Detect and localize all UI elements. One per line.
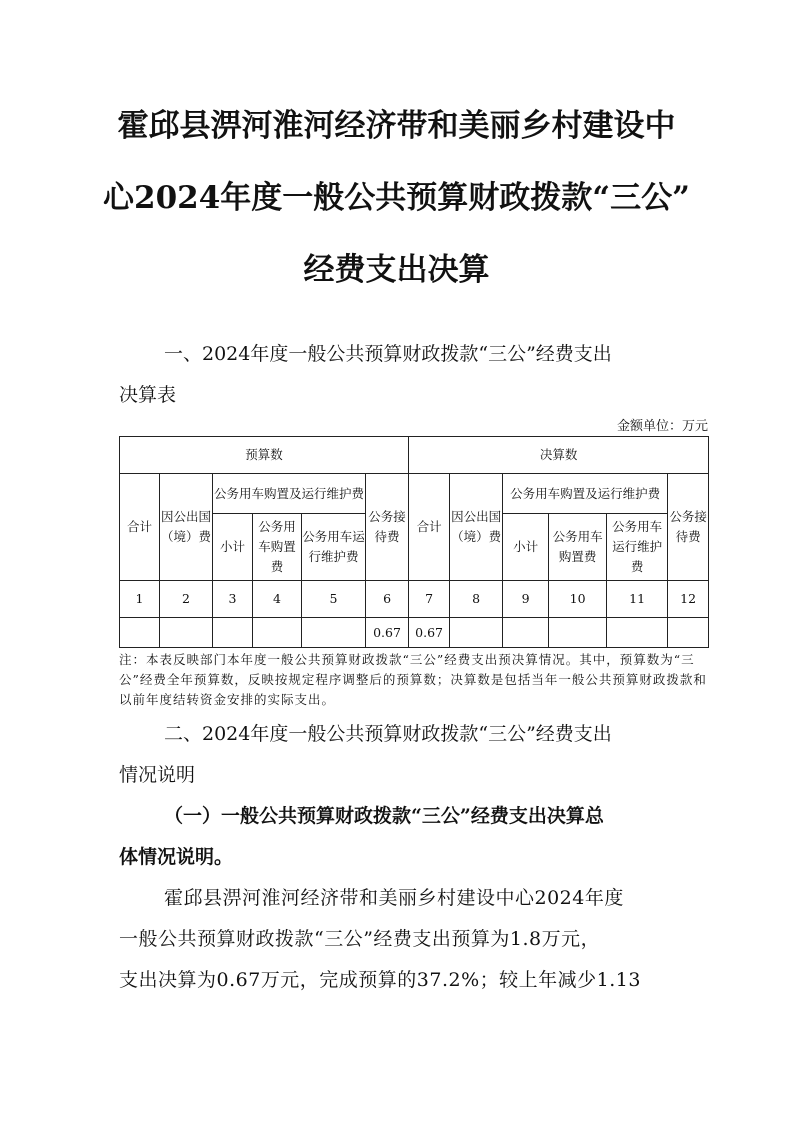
- value-cell: [549, 618, 607, 648]
- value-cell: 0.67: [366, 618, 409, 648]
- col-number: 12: [668, 581, 709, 618]
- doc-title-line2: 心2024年度一般公共预算财政拨款“三公”: [103, 180, 690, 216]
- section2-heading-cont: 情况说明: [119, 764, 196, 786]
- value-cell: [213, 618, 253, 648]
- col-number: 3: [213, 581, 253, 618]
- value-cell: [450, 618, 503, 648]
- header-subtotal: 小计: [213, 514, 253, 581]
- doc-title-line3: 经费支出决算: [303, 252, 490, 288]
- body-line2: 一般公共预算财政拨款“三公”经费支出预算为1.8万元，: [119, 928, 601, 950]
- subsection1-heading: （一）一般公共预算财政拨款“三公”经费支出决算总: [164, 805, 604, 827]
- body-line1: 霍邱县淠河淮河经济带和美丽乡村建设中心2024年度: [164, 887, 624, 909]
- col-number: 11: [607, 581, 668, 618]
- header-car-run: 公务用车运行维护费: [607, 514, 668, 581]
- header-reception: 公务接待费: [668, 474, 709, 581]
- value-cell: [160, 618, 213, 648]
- header-total: 合计: [120, 474, 160, 581]
- header-reception: 公务接待费: [366, 474, 409, 581]
- value-cell: [607, 618, 668, 648]
- doc-title-line1: 霍邱县淠河淮河经济带和美丽乡村建设中: [117, 108, 676, 144]
- section1-heading: 一、2024年度一般公共预算财政拨款“三公”经费支出: [164, 343, 612, 365]
- col-number: 7: [409, 581, 450, 618]
- header-budget: 预算数: [120, 437, 409, 474]
- col-number: 9: [503, 581, 549, 618]
- col-number: 10: [549, 581, 607, 618]
- header-car: 公务用车购置及运行维护费: [503, 474, 668, 514]
- header-subtotal: 小计: [503, 514, 549, 581]
- col-number: 2: [160, 581, 213, 618]
- header-total: 合计: [409, 474, 450, 581]
- value-cell: [120, 618, 160, 648]
- header-final: 决算数: [409, 437, 709, 474]
- header-car-run: 公务用车运行维护费: [302, 514, 366, 581]
- col-number: 4: [253, 581, 302, 618]
- value-cell: [503, 618, 549, 648]
- value-cell: 0.67: [409, 618, 450, 648]
- body-line3: 支出决算为0.67万元，完成预算的37.2%；较上年减少1.13: [119, 969, 641, 991]
- header-car-buy: 公务用车购置费: [253, 514, 302, 581]
- col-number: 1: [120, 581, 160, 618]
- value-cell: [668, 618, 709, 648]
- subsection1-heading-cont: 体情况说明。: [119, 846, 234, 868]
- value-cell: [253, 618, 302, 648]
- col-number: 6: [366, 581, 409, 618]
- col-number: 8: [450, 581, 503, 618]
- col-number: 5: [302, 581, 366, 618]
- unit-label: 金额单位：万元: [616, 419, 708, 434]
- header-abroad: 因公出国（境）费: [450, 474, 503, 581]
- header-abroad: 因公出国（境）费: [160, 474, 213, 581]
- header-car-buy: 公务用车购置费: [549, 514, 607, 581]
- table-note: 注：本表反映部门本年度一般公共预算财政拨款“三公”经费支出预决算情况。其中，预算数为“三公”经费全年预算数，反映按规定程序调整后的预算数；决算数是包括当年一般公共预算财政拨款和以前年度结转资金安排的实际支出。: [119, 652, 707, 707]
- section2-heading: 二、2024年度一般公共预算财政拨款“三公”经费支出: [164, 723, 612, 745]
- three-public-expense-table: [119, 436, 709, 648]
- header-car: 公务用车购置及运行维护费: [213, 474, 366, 514]
- section1-heading-cont: 决算表: [119, 384, 177, 406]
- value-cell: [302, 618, 366, 648]
